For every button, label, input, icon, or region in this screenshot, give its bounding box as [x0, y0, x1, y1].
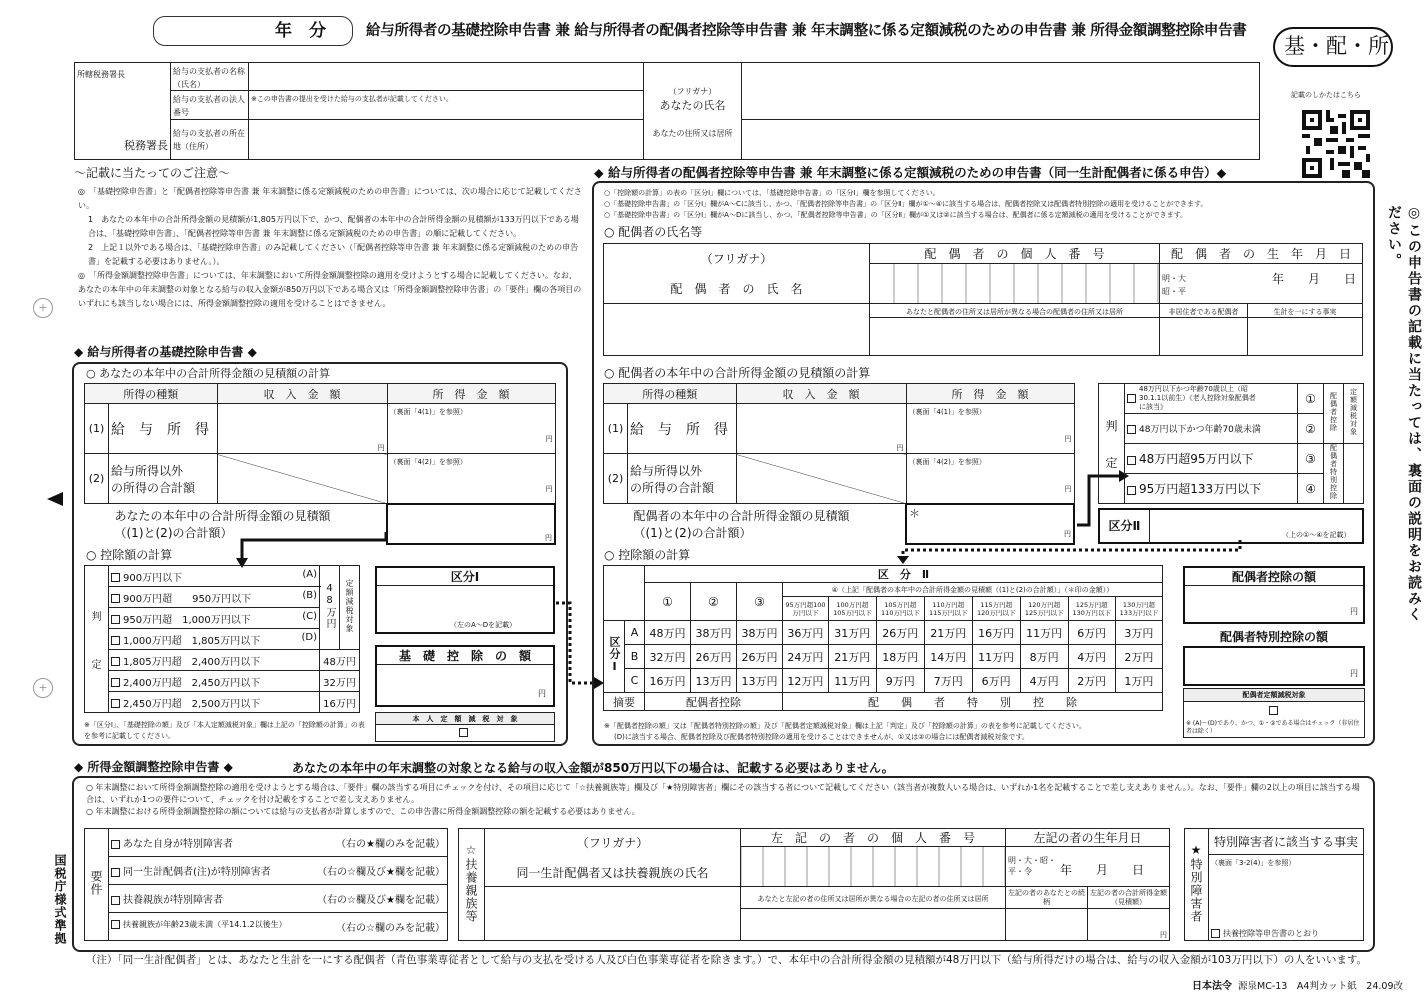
basic-row1-no: (1) [88, 422, 105, 435]
yen-unit: 円 [1064, 435, 1072, 443]
rowA-10: 6万円 [1077, 626, 1107, 640]
req-3-checkbox[interactable] [111, 896, 120, 905]
j-tag-3: 定額減税対象 [1349, 388, 1358, 436]
reg-mark-icon: + [33, 298, 53, 318]
right-side-note: ◎この申告書の記載に当たっては、裏面の説明をお読みください。 [1386, 205, 1422, 623]
yen-unit: 円 [1350, 607, 1358, 616]
spouse-instr-3: ○「基礎控除申告書」の「区分Ⅰ」欄がA～Dに該当し、かつ、「配偶者控除等申告書」の「区分Ⅱ」欄が①又は②に該当する場合は、配偶者に係る定額減税の適用を受けることができます。 [604, 211, 1188, 219]
nonres-input[interactable] [1160, 318, 1248, 356]
spouse-addr-label: あなたと配偶者の住所又は居所が異なる場合の配偶者の住所又は居所 [906, 308, 1123, 316]
opt-6: 2,400万円超 2,450万円以下 [123, 677, 261, 689]
spouse-judge-label: 判 [1105, 418, 1118, 433]
yen-unit: 円 [1350, 669, 1358, 678]
j-opt-1: 48万円以下かつ年齢70歳以上（昭30.1.1以前生）《老人控除対象配偶者に該当》 [1139, 385, 1256, 411]
spouse-calc-label: ○ 配偶者の本年中の合計所得金額の見積額の計算 [604, 366, 871, 380]
rowC-7: 7万円 [933, 674, 963, 688]
yen-unit: 円 [545, 533, 552, 542]
tbl-title: 区 分 Ⅱ [877, 568, 930, 581]
range-7: 125万円超130万円以下 [1072, 600, 1111, 617]
spouse-judge-table [1098, 383, 1364, 504]
spouse-tax-note: ※ (A)～(D)であり、かつ、①・②である場合はチェック（非居住者は除く） [1186, 720, 1360, 735]
basic-row2b: の所得の合計額 [111, 480, 196, 495]
adj-instr-2: ○ 年末調整における所得金額調整控除の額については給与の支払者が計算しますので、この申告書に所得金額調整控除の額を記載する必要はありません。 [86, 807, 640, 816]
j-opt-4: 95万円超133万円以下 [1139, 482, 1262, 496]
basic-total-input[interactable] [387, 504, 555, 544]
range-1: 95万円超100万円以下 [785, 600, 826, 617]
note-3: 2 上記１以外である場合は、「基礎控除申告書」のみ記載してください（「配偶者控除等申告書 兼 年末調整に係る定額減税のための申告書」を記載する必要はありません。）。 [88, 243, 579, 266]
same-label: 生計を一にする事実 [1273, 308, 1337, 316]
rowC-1: 16万円 [649, 674, 686, 688]
your-addr-label: あなたの住所又は居所 [652, 128, 733, 138]
j-num-1: ① [1305, 391, 1316, 406]
rowA-6: 26万円 [882, 626, 919, 640]
basic-row1-amount-input[interactable] [387, 404, 555, 454]
yen-unit: 円 [545, 485, 553, 493]
j-opt-4-checkbox[interactable] [1127, 486, 1136, 495]
rowC-3: 13万円 [741, 674, 778, 688]
payer-table [74, 62, 1260, 160]
rowC-5: 11万円 [834, 674, 871, 688]
range-4: 110万円超115万円以下 [929, 600, 968, 617]
spouse-ref1: （裏面「4(1)」を参照） [908, 408, 986, 416]
star-dis-label: ★特別障害者 [1189, 843, 1203, 923]
office-chief-label: 所轄税務署長 [77, 70, 125, 79]
req-4: 扶養親族が年齢23歳未満（平14.1.2以後生） [123, 920, 287, 929]
judge-label: 判 [91, 611, 102, 623]
payer-addr-label: 給与の支払者の所在地（住所） [173, 129, 245, 152]
basic-col-type: 所得の種類 [123, 387, 179, 401]
adj-dep-table [458, 828, 1170, 941]
spouse-note-2: (D)に該当する場合、配偶者控除及び配偶者特別控除の適用を受けることはできませんが、①又は②の場合には配偶者減税対象です。 [614, 733, 1029, 741]
spouse-row2b: の所得の合計額 [630, 480, 715, 495]
j-tag-2: 配偶者特別控除 [1329, 444, 1338, 500]
spouse-name-table [603, 243, 1363, 356]
judge-label-2: 定 [91, 659, 102, 671]
dep-ymd: 年 月 日 [1060, 863, 1145, 877]
req-2-note: （右の☆欄及び★欄を記載） [317, 867, 445, 878]
rowA-1: 48万円 [649, 626, 686, 640]
dep-rel-label: 左記の者のあなたとの続柄 [1008, 888, 1085, 906]
notes-title: ～記載に当たってのご注意～ [74, 166, 231, 180]
your-addr-input[interactable] [742, 119, 1260, 159]
star-dep-label: ☆扶養親族等 [464, 843, 478, 923]
rowA-2: 38万円 [695, 626, 732, 640]
self-tax-label: 本 人 定 額 減 税 対 象 [375, 712, 555, 725]
spouse-row2-amount-input[interactable] [906, 454, 1074, 504]
basic-total-a: あなたの本年中の合計所得金額の見積額 [114, 508, 331, 523]
left-pointer-icon [47, 492, 63, 506]
basic-ref1: （裏面「4(1)」を参照） [389, 408, 467, 416]
reg-mark-icon: + [33, 678, 53, 698]
star-mark: ＊ [909, 506, 920, 520]
birth-ymd: 年 月 日 [1271, 271, 1356, 286]
adj-subtitle: あなたの本年中の年末調整の対象となる給与の収入金額が850万円以下の場合は、記載する必要はありません。 [292, 761, 894, 775]
kubun2-note: （上の①～④を記載） [1282, 531, 1351, 539]
spouse-col-income: 収 入 金 額 [782, 387, 860, 401]
opt-code-a: (A) [302, 568, 317, 580]
rowB-4: 24万円 [787, 650, 824, 664]
spouse-tax-label: 配偶者定額減税対象 [1183, 688, 1365, 702]
same-input[interactable] [1248, 318, 1363, 356]
flow-arrow-icon [236, 530, 396, 570]
basic-deduct-label: ○ 控除額の計算 [86, 548, 173, 562]
rowB-11: 2万円 [1124, 650, 1154, 664]
adj-instr-1: ○ 年末調整において所得金額調整控除の適用を受けようとする場合は、「要件」欄の該当する項目にチェックを付け、その項目に応じて「☆扶養親族等」欄及び「★特別障害者」欄にその該当する者について記載してください（該当者が複数人いる場合は、いずれか1名を記載することで差し支えありません。）。なお、「要件」欄の2以上の項目に該当する場合は、いずれか1つの要件について、チェックを付け記載をすることで差し支えありません。 [86, 783, 1360, 804]
rowC-4: 12万円 [787, 674, 824, 688]
j-num-4: ④ [1305, 481, 1316, 496]
yen-unit: 円 [377, 444, 385, 452]
opt-4-checkbox[interactable] [111, 636, 120, 645]
req-4-checkbox[interactable] [111, 920, 120, 929]
spouse-judge-label-2: 定 [1105, 455, 1118, 470]
howto-label: 記載のしかたはこちら [1291, 91, 1361, 99]
yen-unit: 円 [538, 689, 546, 698]
spouse-row1-income-input[interactable] [736, 404, 906, 454]
summary-special: 配 偶 者 特 別 控 除 [868, 695, 1077, 709]
rowC-11: 1万円 [1124, 674, 1154, 688]
rowB-7: 14万円 [930, 650, 967, 664]
spouse-row1-amount-input[interactable] [906, 404, 1074, 454]
rowA-7: 21万円 [930, 626, 967, 640]
your-name-input[interactable] [742, 63, 1260, 120]
dis-ref: （裏面「3-2(4)」を参照） [1211, 859, 1296, 867]
era-2: 昭・平 [1162, 286, 1186, 296]
spouse-instr-1: ○「控除額の計算」の表の「区分Ⅰ」欄については、「基礎控除申告書」の「区分Ⅰ」欄を参照してください。 [604, 189, 940, 197]
opt-5: 1,805万円超 2,400万円以下 [123, 656, 261, 668]
your-name-label: あなたの氏名 [659, 98, 726, 112]
spouse-total-b: （(1)と(2)の合計額） [633, 525, 752, 540]
payer-note: ※この申告書の提出を受けた給与の支払者が記載してください。 [251, 95, 453, 104]
dep-income-input[interactable] [1088, 909, 1170, 941]
rowB-6: 18万円 [882, 650, 919, 664]
spouse-name-sec: ○ 配偶者の氏名等 [604, 225, 703, 239]
publisher: 日本法令 [1192, 981, 1232, 992]
spouse-special-box[interactable] [1183, 646, 1365, 686]
basic-row2-amount-input[interactable] [387, 454, 555, 504]
j-tag-1: 配偶者控除 [1329, 392, 1338, 432]
payer-addr-input[interactable] [249, 119, 644, 159]
tbl-col-3: ③ [754, 594, 765, 609]
adj-dis-table [1184, 828, 1364, 941]
tbl-col-2: ② [708, 594, 719, 609]
dep-birth-label: 左記の者の生年月日 [1033, 831, 1142, 845]
spouse-note-1: ※「配偶者控除の額」又は「配偶者特別控除の額」及び「配偶者定額減税対象」欄は上記「判定」及び「控除額の計算」の表を参考に記載してください。 [604, 722, 1086, 730]
j-num-3: ③ [1305, 451, 1316, 466]
req-label: 要件 [89, 870, 103, 896]
spouse-title: ◆ 給与所得者の配偶者控除等申告書 兼 年末調整に係る定額減税のための申告書（同一生計配偶者に係る申告）◆ [594, 165, 1227, 180]
opt-code-d: (D) [301, 631, 317, 643]
adj-note: （注）「同一生計配偶者」とは、あなたと生計を一にする配偶者（青色事業専従者として給与の支払を受ける人及び白色事業専従者を除きます。）で、本年中の合計所得金額の見積額が48万円以下（給与所得だけの場合は、給与の収入金額が103万円以下）の人をいいます。 [86, 954, 1368, 966]
spouse-birth-input[interactable] [1160, 264, 1363, 304]
basic-income-table [84, 383, 556, 545]
opt-3: 950万円超 1,000万円以下 [123, 614, 251, 626]
left-side-label: 国税庁様式準拠 [53, 854, 67, 945]
summary-spouse: 配偶者控除 [686, 695, 741, 709]
basic-title: ◆ 給与所得者の基礎控除申告書 ◆ [74, 345, 257, 359]
opt-4: 1,000万円超 1,805万円以下 [123, 635, 261, 647]
basic-row2a: 給与所得以外 [111, 463, 184, 478]
yen-unit: 円 [896, 444, 904, 452]
dep-birth-input[interactable] [1006, 847, 1170, 887]
spouse-name-label: 配 偶 者 の 氏 名 [670, 282, 803, 296]
j-opt-3-checkbox[interactable] [1127, 456, 1136, 465]
dep-mynumber-label: 左 記 の 者 の 個 人 番 号 [770, 831, 975, 845]
spouse-row1-no: (1) [607, 422, 624, 435]
range-8: 130万円超133万円以下 [1119, 600, 1159, 617]
dis-checkbox[interactable] [1211, 929, 1220, 938]
tbl-col-1: ① [662, 594, 673, 609]
dep-rel-input[interactable] [1006, 909, 1088, 941]
spouse-deduct-label-box: 配偶者控除の額 [1185, 568, 1363, 586]
req-1-note: （右の★欄のみを記載） [336, 839, 445, 850]
dep-furigana: （フリガナ） [576, 836, 649, 850]
spouse-special-label: 配偶者特別控除の額 [1219, 630, 1328, 644]
furigana-label: （フリガナ） [668, 86, 717, 96]
rowA-5: 31万円 [834, 626, 871, 640]
basic-total-b: （(1)と(2)の合計額） [114, 525, 233, 540]
opt-5-checkbox[interactable] [111, 657, 120, 666]
basic-col-amount: 所 得 金 額 [432, 387, 510, 401]
payer-name-label: 給与の支払者の名称（氏名） [173, 66, 245, 89]
dis-check-label: 扶養控除等申告書のとおり [1223, 929, 1319, 938]
opt-7: 2,450万円超 2,500万円以下 [123, 698, 261, 710]
rowC-9: 4万円 [1029, 674, 1059, 688]
self-tax-checkbox[interactable] [459, 728, 468, 737]
adj-title: ◆ 所得金額調整控除申告書 ◆ [74, 760, 233, 774]
j-opt-2-checkbox[interactable] [1127, 425, 1136, 434]
kubun2-dotted-arrow-icon [895, 540, 1255, 565]
range-6: 120万円超125万円以下 [1024, 600, 1064, 617]
spouse-row1-label: 給 与 所 得 [630, 421, 728, 438]
payer-no-label: 給与の支払者の法人番号 [173, 94, 245, 117]
note-2: 1 あなたの本年中の合計所得金額の見積額が1,805万円以下で、かつ、配偶者の本年中の合計所得金額の見積額が133万円以下である場合は、「基礎控除申告書」、「配偶者控除等申告書 兼 年末調整に係る定額減税のための申告書」の順に記載してください。 [88, 215, 579, 238]
basic-row1-label: 給 与 所 得 [111, 421, 209, 438]
rowC-8: 6万円 [981, 674, 1011, 688]
opt-code-c: (C) [302, 610, 317, 622]
opt-7-amount: 16万円 [323, 698, 356, 710]
yen-unit: 円 [1064, 529, 1071, 538]
req-3-note: （右の☆欄及び★欄を記載） [317, 895, 445, 906]
payer-no-input[interactable] [249, 91, 644, 119]
payer-name-input[interactable] [249, 63, 644, 91]
j-opt-3: 48万円超95万円以下 [1139, 452, 1254, 466]
kubun1-note: （左のA～Dを記載） [450, 621, 517, 629]
yen-unit: 円 [1064, 485, 1072, 493]
rowC-6: 9万円 [885, 674, 915, 688]
yen-unit: 円 [1160, 931, 1167, 939]
rowB-3: 26万円 [741, 650, 778, 664]
spouse-deduct-table: 区 分 Ⅱ ① ② ③ ④（上記「配偶者の本年中の合計所得金額の見積額（(1)と(2)の合計額）」（＊印の金額）） 95万円超100万円以下 100万円超105万円以下 105万円超110万円以下 110万円超115万円以下 115万円超120万円以下 120万円超125万円以下 125万円超130万円以下 130万円超133万円以下 区分Ⅰ A 48万円 38万円 38万円 36万円 31万円 26万円 21万円 16万円 11万円 6万円 3万円 B 32万円 26万円 26万円 24万円 21万円 18万円 14万円 11万円 8万円 4万円 2万円 C 16万円 13万円 13万円 12万円 11万円 9万円 7万円 6万円 4万円 2万円 1万円 摘要 配偶者控除 配 偶 者 特 別 控 除 [603, 565, 1163, 711]
opt-5-amount: 48万円 [323, 656, 356, 668]
form-code: 源泉MC-13 A4判カット紙 24.09改 [1238, 981, 1403, 992]
rowA-4: 36万円 [787, 626, 824, 640]
era-1: 明・大 [1162, 273, 1186, 283]
j-num-2: ② [1305, 421, 1316, 436]
tbl-kubun1: 区分Ⅰ [608, 636, 621, 674]
spouse-row2-no: (2) [607, 472, 624, 485]
req-2-checkbox[interactable] [111, 868, 120, 877]
j-opt-1-checkbox[interactable] [1127, 394, 1136, 403]
spouse-total-input[interactable] [906, 504, 1074, 544]
qr-code-icon[interactable] [1302, 110, 1370, 178]
req-1-checkbox[interactable] [111, 840, 120, 849]
basic-judge-table [84, 565, 360, 713]
rowB-5: 21万円 [834, 650, 871, 664]
opt-1: 900万円以下 [123, 572, 183, 584]
range-3: 105万円超110万円以下 [881, 600, 920, 617]
spouse-furigana: （フリガナ） [700, 252, 773, 266]
rowB-8: 11万円 [978, 650, 1015, 664]
req-4-note: （右の☆欄のみを記載） [336, 923, 445, 934]
spouse-ref2: （裏面「4(2)」を参照） [908, 458, 986, 466]
opt-7-checkbox[interactable] [111, 699, 120, 708]
dep-name-label: 同一生計配偶者又は扶養親族の氏名 [516, 866, 709, 880]
dep-addr-label: あなたと左記の者の住所又は居所が異なる場合の左記の者の住所又は居所 [757, 895, 989, 903]
opt-2: 900万円超 950万円以下 [123, 593, 252, 605]
rowB-9: 8万円 [1029, 650, 1059, 664]
summary-label: 摘要 [613, 695, 635, 709]
opt-6-amount: 32万円 [323, 677, 356, 689]
spouse-row2a: 給与所得以外 [630, 463, 703, 478]
rowB-2: 26万円 [695, 650, 732, 664]
range-5: 115万円超120万円以下 [976, 600, 1016, 617]
form-badge-text: 基・配・所 [1284, 34, 1389, 58]
spouse-total-a: 配偶者の本年中の合計所得金額の見積額 [633, 508, 850, 523]
opt-2-checkbox[interactable] [111, 594, 120, 603]
kubun1-label: 区分Ⅰ [377, 568, 553, 586]
rowB-10: 4万円 [1077, 650, 1107, 664]
opt-3-checkbox[interactable] [111, 615, 120, 624]
basic-footnote: ※「区分Ⅰ」、「基礎控除の額」及び「本人定額減税対象」欄は上記の「控除額の計算」の表を参考に記載してください。 [84, 721, 365, 740]
rowA-3: 38万円 [741, 626, 778, 640]
spouse-name-input[interactable] [604, 304, 870, 356]
basic-amount-label: 基 礎 控 除 の 額 [377, 647, 553, 665]
rowA-11: 3万円 [1124, 626, 1154, 640]
opt-6-checkbox[interactable] [111, 678, 120, 687]
rowA-8: 16万円 [978, 626, 1015, 640]
dep-name-input[interactable] [485, 887, 741, 941]
tbl-subtitle: ④（上記「配偶者の本年中の合計所得金額の見積額（(1)と(2)の合計額）」（＊印の金額）） [831, 585, 1114, 594]
tax-target-label: 定額減税対象 [345, 579, 354, 633]
spouse-mynumber-input[interactable] [870, 264, 1160, 304]
dep-mynumber-input[interactable] [741, 847, 1006, 887]
basic-calc-label: ○ あなたの本年中の合計所得金額の見積額の計算 [86, 367, 331, 380]
basic-ref2: （裏面「4(2)」を参照） [389, 458, 467, 466]
rowC-2: 13万円 [695, 674, 732, 688]
basic-row1-income-input[interactable] [217, 404, 387, 454]
spouse-col-type: 所得の種類 [642, 387, 698, 401]
j-opt-2: 48万円以下かつ年齢70歳未満 [1139, 425, 1261, 435]
form-title: 給与所得者の基礎控除申告書 兼 給与所得者の配偶者控除等申告書 兼 年末調整に係る定額減税のための申告書 兼 所得金額調整控除申告書 [366, 23, 1247, 39]
nonres-label: 非居住者である配偶者 [1168, 308, 1239, 316]
office-label: 税務署長 [124, 139, 168, 152]
dis-fact-label: 特別障害者に該当する事実 [1213, 835, 1358, 849]
note-4: ◎ 「所得金額調整控除申告書」については、年末調整において所得金額調整控除の適用を受けようとする場合に記載してください。なお、あなたの本年中の年末調整の対象となる給与の収入金額が850万円以下である場合又は「所得金額調整控除申告書」の「要件」欄の各項目のいずれにも該当しない場合には、所得金額調整控除の適用を受けることはできません。 [78, 271, 582, 308]
basic-col-income: 収 入 金 額 [263, 387, 341, 401]
spouse-deduct-label: ○ 控除額の計算 [604, 548, 691, 562]
rowB-1: 32万円 [649, 650, 686, 664]
note-1: ◎ 「基礎控除申告書」と「配偶者控除等申告書 兼 年末調整に係る定額減税のための申告書」については、次の場合に応じて記載してください。 [78, 187, 582, 210]
period-label: 年 分 [275, 21, 326, 41]
dep-income-label: 左記の者の合計所得金額（見積額） [1090, 888, 1167, 906]
spouse-addr-input[interactable] [870, 318, 1160, 356]
adj-req-table [84, 828, 448, 941]
rowC-10: 2万円 [1077, 674, 1107, 688]
yen-unit: 円 [545, 435, 553, 443]
dep-addr-input[interactable] [741, 909, 1006, 941]
range-2: 100万円超105万円以下 [833, 600, 872, 617]
basic-row2-no: (2) [88, 472, 105, 485]
opt-code-b: (B) [302, 589, 317, 601]
req-3: 扶養親族が特別障害者 [123, 895, 223, 906]
dis-fact-input[interactable] [1209, 855, 1364, 941]
spouse-col-amount: 所 得 金 額 [951, 387, 1029, 401]
dep-era: 明・大・昭・平・令 [1008, 856, 1056, 876]
spouse-instr-2: ○「基礎控除申告書」の「区分Ⅰ」欄がA～Cに該当し、かつ、「配偶者控除等申告書」の「区分Ⅱ」欄が①～④に該当する場合は、配偶者控除又は配偶者特別控除の適用を受けることができます。 [604, 200, 1208, 208]
spouse-birth-label: 配 偶 者 の 生 年 月 日 [1170, 247, 1351, 261]
opt-1-checkbox[interactable] [111, 573, 120, 582]
spouse-mynumber-label: 配 偶 者 の 個 人 番 号 [924, 247, 1105, 261]
rowA-9: 11万円 [1026, 626, 1063, 640]
spouse-income-table [603, 383, 1075, 545]
opt-48: 48万円 [324, 583, 335, 629]
req-2: 同一生計配偶者(注)が特別障害者 [123, 867, 271, 878]
req-1: あなた自身が特別障害者 [123, 839, 233, 850]
kubun2-label: 区分Ⅱ [1100, 510, 1150, 542]
spouse-tax-checkbox[interactable] [1269, 706, 1278, 715]
